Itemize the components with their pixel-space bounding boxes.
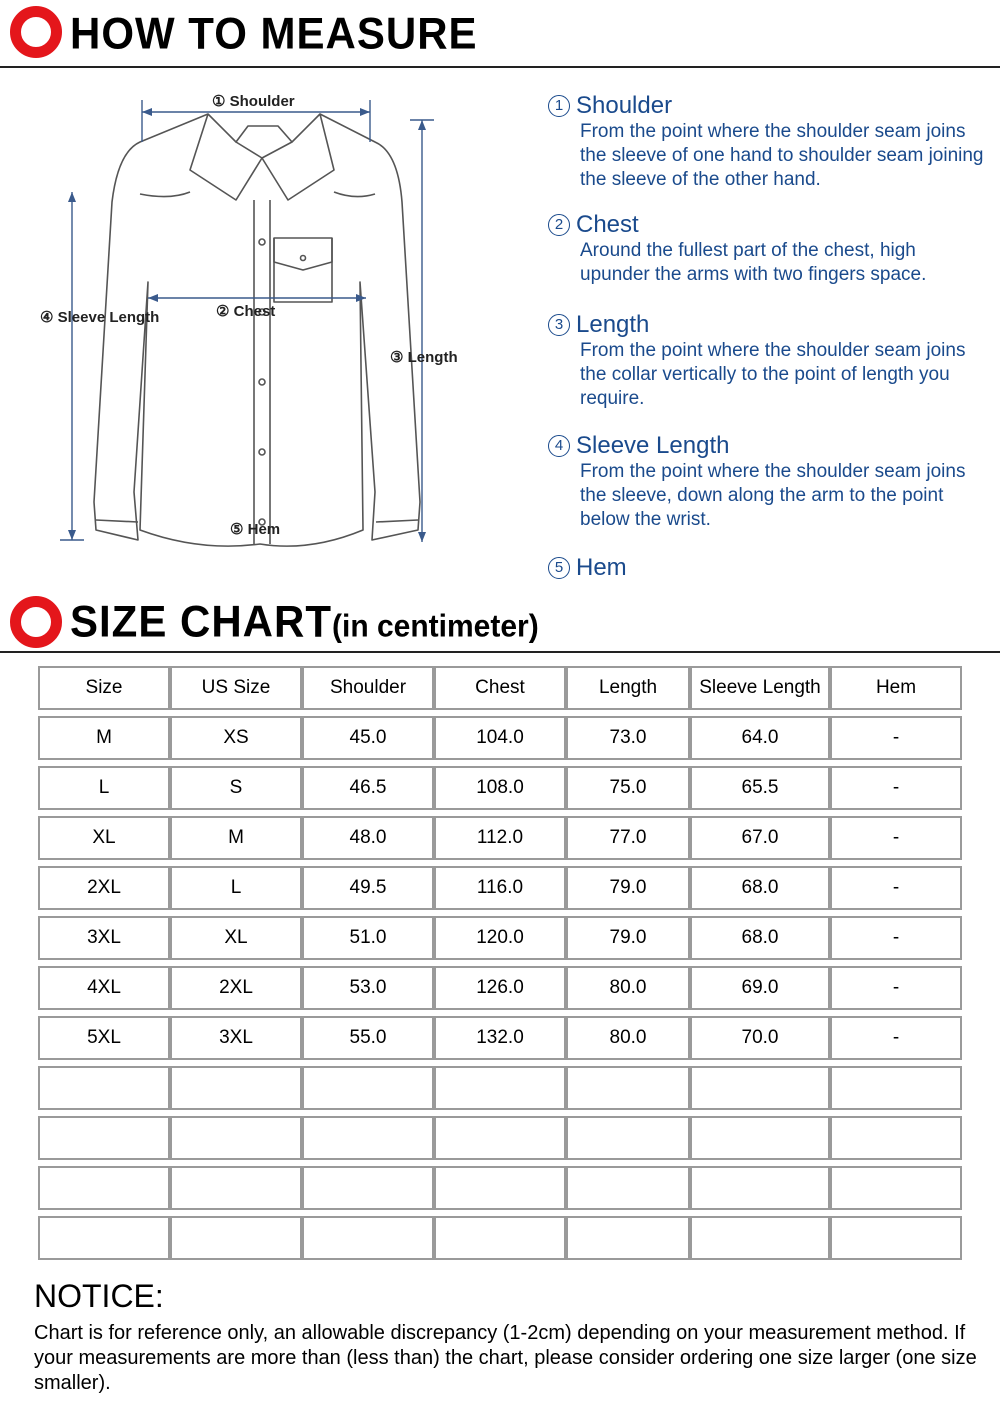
table-cell: L	[38, 766, 170, 810]
table-cell: M	[170, 816, 302, 860]
table-cell: 104.0	[434, 716, 566, 760]
table-cell: -	[830, 766, 962, 810]
table-cell: 48.0	[302, 816, 434, 860]
column-header: US Size	[170, 666, 302, 710]
table-cell: XS	[170, 716, 302, 760]
table-cell: 68.0	[690, 866, 830, 910]
table-cell: 55.0	[302, 1016, 434, 1060]
table-cell: -	[830, 866, 962, 910]
measure-item-sleeve-length	[548, 432, 988, 532]
measure-desc: Around the fullest part of the chest, high upunder the arms with two fingers space.	[580, 240, 927, 285]
table-cell: 4XL	[38, 966, 170, 1010]
notice-section	[34, 1278, 984, 1396]
table-cell	[830, 1116, 962, 1160]
table-cell: -	[830, 916, 962, 960]
table-cell: 65.5	[690, 766, 830, 810]
table-row-empty	[38, 1066, 962, 1110]
number-3-icon: 3	[548, 314, 570, 336]
table-cell: 79.0	[566, 916, 690, 960]
table-cell: 5XL	[38, 1016, 170, 1060]
table-cell	[566, 1216, 690, 1260]
table-cell	[302, 1166, 434, 1210]
table-cell: 67.0	[690, 816, 830, 860]
measure-item-hem	[548, 554, 988, 582]
table-cell	[690, 1166, 830, 1210]
table-cell: 77.0	[566, 816, 690, 860]
table-row	[38, 966, 962, 1010]
table-cell	[690, 1116, 830, 1160]
measure-title: Chest	[576, 211, 639, 238]
table-cell: 73.0	[566, 716, 690, 760]
table-cell: 3XL	[38, 916, 170, 960]
table-cell	[170, 1116, 302, 1160]
table-cell: 49.5	[302, 866, 434, 910]
table-row	[38, 816, 962, 860]
table-cell: 75.0	[566, 766, 690, 810]
how-to-measure-header	[0, 0, 1000, 70]
table-cell: 68.0	[690, 916, 830, 960]
table-row	[38, 1016, 962, 1060]
table-cell: -	[830, 1016, 962, 1060]
column-header: Chest	[434, 666, 566, 710]
column-header: Size	[38, 666, 170, 710]
size-chart-title	[70, 597, 539, 647]
diagram-label-shoulder: ① Shoulder	[212, 93, 295, 110]
shirt-outline	[94, 114, 420, 546]
table-cell	[170, 1216, 302, 1260]
column-header: Shoulder	[302, 666, 434, 710]
table-cell	[170, 1066, 302, 1110]
table-cell	[830, 1166, 962, 1210]
table-row	[38, 716, 962, 760]
measure-desc: From the point where the shoulder seam joins the collar vertically to the point of length you require.	[580, 340, 966, 409]
table-cell	[302, 1066, 434, 1110]
table-cell: -	[830, 966, 962, 1010]
table-row	[38, 916, 962, 960]
table-cell	[38, 1216, 170, 1260]
table-cell: 53.0	[302, 966, 434, 1010]
measure-title: Sleeve Length	[576, 432, 730, 459]
how-to-measure-title: HOW TO MEASURE	[70, 8, 478, 59]
table-cell: 80.0	[566, 966, 690, 1010]
measure-item-length	[548, 311, 988, 411]
table-cell: S	[170, 766, 302, 810]
table-cell: 132.0	[434, 1016, 566, 1060]
table-cell	[434, 1166, 566, 1210]
table-cell	[690, 1066, 830, 1110]
table-cell: 120.0	[434, 916, 566, 960]
number-1-icon: 1	[548, 95, 570, 117]
table-cell: 2XL	[170, 966, 302, 1010]
table-cell	[302, 1216, 434, 1260]
table-cell: 80.0	[566, 1016, 690, 1060]
number-2-icon: 2	[548, 214, 570, 236]
table-cell: 46.5	[302, 766, 434, 810]
measure-desc: From the point where the shoulder seam joins the sleeve of one hand to shoulder seam joining the sleeve of the other hand.	[580, 121, 984, 190]
table-cell	[566, 1116, 690, 1160]
header-divider	[0, 66, 1000, 68]
table-cell	[302, 1116, 434, 1160]
table-cell: 64.0	[690, 716, 830, 760]
table-cell	[38, 1066, 170, 1110]
table-cell: M	[38, 716, 170, 760]
table-row	[38, 766, 962, 810]
column-header: Hem	[830, 666, 962, 710]
table-row-empty	[38, 1216, 962, 1260]
measure-item-shoulder	[548, 92, 988, 192]
column-header: Sleeve Length	[690, 666, 830, 710]
table-cell	[566, 1166, 690, 1210]
table-cell	[690, 1216, 830, 1260]
table-cell	[434, 1216, 566, 1260]
table-cell	[434, 1066, 566, 1110]
header-divider	[0, 651, 1000, 653]
diagram-label-length: ③ Length	[390, 349, 458, 366]
table-cell: 79.0	[566, 866, 690, 910]
table-cell: L	[170, 866, 302, 910]
column-header: Length	[566, 666, 690, 710]
diagram-label-sleeve-length: ④ Sleeve Length	[40, 309, 160, 326]
table-cell: 69.0	[690, 966, 830, 1010]
table-row	[38, 866, 962, 910]
size-chart-label: SIZE CHART	[70, 596, 332, 647]
table-cell	[830, 1066, 962, 1110]
red-circle-icon	[10, 596, 62, 648]
table-cell: 112.0	[434, 816, 566, 860]
number-5-icon: 5	[548, 557, 570, 579]
table-cell: XL	[170, 916, 302, 960]
table-cell: -	[830, 716, 962, 760]
diagram-label-hem: ⑤ Hem	[230, 521, 281, 538]
size-chart-unit: (in centimeter)	[332, 609, 539, 645]
table-body	[38, 710, 962, 1260]
table-cell: 70.0	[690, 1016, 830, 1060]
table-cell: 108.0	[434, 766, 566, 810]
table-cell: 2XL	[38, 866, 170, 910]
table-cell	[170, 1166, 302, 1210]
table-cell: 126.0	[434, 966, 566, 1010]
table-cell: -	[830, 816, 962, 860]
table-cell: 116.0	[434, 866, 566, 910]
red-circle-icon	[10, 6, 62, 58]
table-cell	[566, 1066, 690, 1110]
measure-item-chest	[548, 211, 988, 287]
shirt-diagram	[30, 82, 500, 562]
table-cell: 3XL	[170, 1016, 302, 1060]
diagram-label-chest: ② Chest	[216, 303, 276, 320]
measure-title: Shoulder	[576, 92, 673, 119]
size-chart-table	[38, 666, 962, 1260]
table-header-row	[38, 666, 962, 710]
measure-title: Length	[576, 311, 650, 338]
shirt-collar	[190, 114, 334, 200]
table-row-empty	[38, 1116, 962, 1160]
table-cell	[38, 1166, 170, 1210]
table-cell	[830, 1216, 962, 1260]
table-cell: XL	[38, 816, 170, 860]
measure-desc: From the point where the shoulder seam joins the sleeve, down along the arm to the point below the wrist.	[580, 461, 966, 530]
number-4-icon: 4	[548, 435, 570, 457]
measure-title: Hem	[576, 554, 627, 581]
size-chart-header	[0, 590, 1000, 656]
table-cell: 45.0	[302, 716, 434, 760]
table-row-empty	[38, 1166, 962, 1210]
notice-title: NOTICE:	[34, 1278, 164, 1314]
table-cell	[38, 1116, 170, 1160]
table-cell: 51.0	[302, 916, 434, 960]
notice-body: Chart is for reference only, an allowable discrepancy (1-2cm) depending on your measurement method. If your measurements are more than (less than) the chart, please consider ordering one size larger (one size smaller).	[34, 1322, 977, 1394]
table-cell	[434, 1116, 566, 1160]
